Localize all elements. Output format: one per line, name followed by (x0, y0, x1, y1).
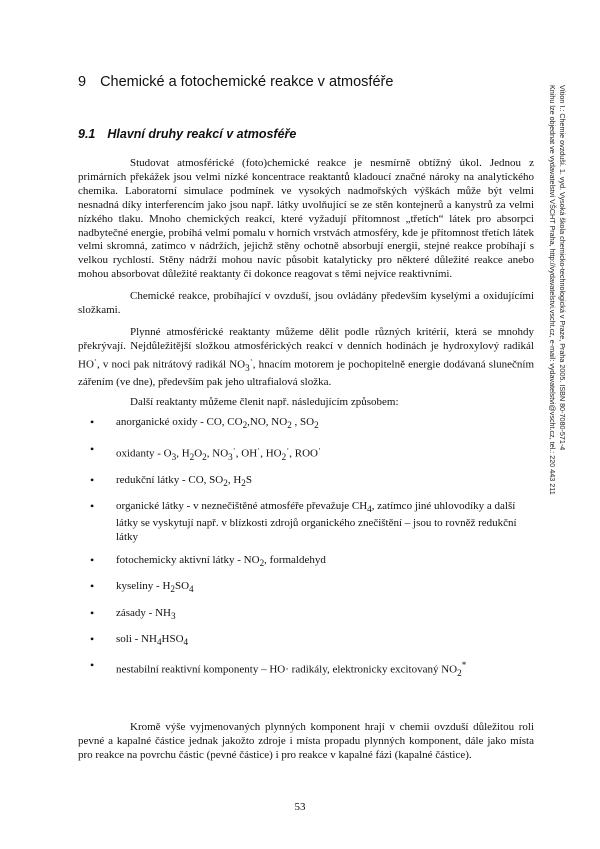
paragraph-reactants: Plynné atmosférické reaktanty můžeme dělit podle různých kritérií, která se mnohdy překrývají. Nejdůležitější složkou atmosférických reakcí v denních hodinách je hydroxylový radikál HO·, v noci pak nitrátový radikál $NO_3^\cdot$, hnacím motorem je pochopitelně energie dodávaná slunečním zářením (ve dne), především pak jeho ultrafialová složka. (78, 325, 534, 388)
list-item-salts: • soli - $NH_4HSO_4$ (78, 633, 534, 650)
paragraph-intro: Studovat atmosférické (foto)chemické reakce je nesmírně obtížný úkol. Jednou z primárních překážek jsou velmi nízké koncentrace reaktantů kladoucí značné nároky na analytického chemika. Laboratorní simulace podmínek ve vysokých nadmořských výškách může být velmi nesnadná díky interferencím jako jsou např. látky uvolňující se ze stěn kontejnerů a kanystrů za velmi nízkého tlaku. Mnoho chemických reakcí, které vyžadují přítomnost „třetích“ látek pro absorpci nadbytečné energie, probíhá velmi pomalu v horních vrstvách atmosféry, kde je přítomnost třetích látek velmi skromná, zatímco v nádržích, jejichž stěny ochotně absorbují energii, stejné reakce probíhají s velkou rychlostí. Stěny nádrží mohou navíc působit katalyticky pro některé důležité reakce anebo mohou absorbovat důležité reaktanty či dokonce reagovat s těmi nejvíce reaktivními. (78, 157, 534, 281)
paragraph-classification: Další reaktanty můžeme členit např. následujícím způsobem: (130, 396, 399, 409)
list-item-reducing: • redukční látky - CO, $SO_2$, $H_2S$ (78, 474, 534, 491)
chapter-title (78, 74, 393, 90)
paragraph-particles: Kromě výše vyjmenovaných plynných komponent hrají v chemii ovzduší důležitou roli pevné a kapalné částice jednak jakožto zdroje i místa propadu plynných komponent, dále jako místa pro reakce na povrchu částic (pevné částice) i pro reakce v kapalné fázi (kapalné částice). (78, 720, 534, 761)
citation-line: Vítion I.: Chemie ovzduší. 1. vyd. Vysoká škola chemicko-technologická v Praze, Praha 2005. ISBN 80-7080-571-4 (558, 85, 567, 451)
list-item-acids: • kyseliny - $H_2SO_4$ (78, 580, 534, 597)
chapter-title-text: Chemické a fotochemické reakce v atmosféře (100, 74, 394, 90)
list-item-oxidants: • oxidanty - $O_3$, $H_2O_2$, $NO_3^\cdot$, OH·, $HO_2^\cdot$, ROO· (78, 443, 534, 465)
side-citation-note (548, 85, 567, 495)
body-text (78, 157, 534, 763)
section-title (78, 127, 296, 141)
chapter-number: 9 (78, 74, 87, 90)
page-number: 53 (294, 801, 306, 813)
list-item-unstable: • nestabilní reaktivní komponenty – HO· radikály, elektronicky excitovaný $NO_2^*$ (78, 659, 534, 681)
section-title-text: Hlavní druhy reakcí v atmosféře (107, 127, 297, 141)
list-item-organic: • organické látky - v neznečištěné atmosféře převažuje $CH_4$, zatímco jiné uhlovodíky a další látky se vyskytují např. v blízkosti zdrojů organického znečištění – jsou to rovněž redukční látky (78, 500, 534, 545)
reactant-list (78, 416, 534, 680)
section-number: 9.1 (78, 127, 96, 141)
order-info-line: Knihu lze objednat ve vydavatelství VŠCHT Praha, http://vydavatelstvi.vscht.cz, e-mail: vydavatelstvi@vscht.cz, tel.: 220 443 211 (548, 85, 558, 495)
list-item-bases: • zásady - $NH_3$ (78, 607, 534, 624)
list-item-inorganic-oxides: • anorganické oxidy - CO, $CO_2,NO$, $NO_2$ , $SO_2$ (78, 416, 534, 433)
list-item-photoactive: • fotochemicky aktivní látky - $NO_2$, formaldehyd (78, 554, 534, 571)
paragraph-components: Chemické reakce, probíhající v ovzduší, jsou ovládány především kyselými a oxidujícími složkami. (78, 290, 534, 317)
